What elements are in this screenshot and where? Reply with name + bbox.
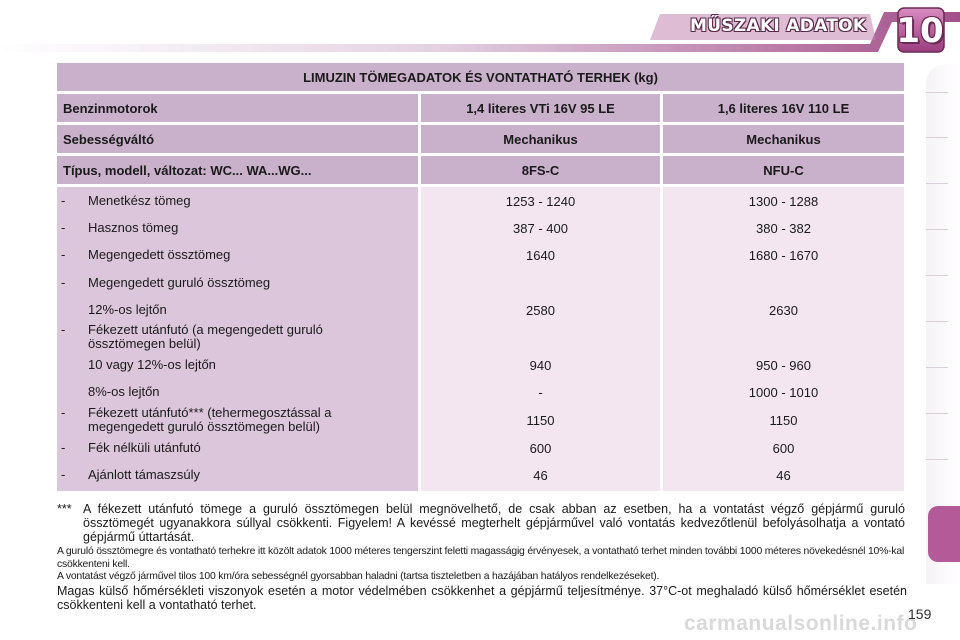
table-cell: 1150 — [526, 413, 555, 428]
chapter-title: MŰSZAKI ADATOK — [690, 16, 867, 36]
watermark: carmanualsonline.info — [684, 612, 918, 635]
altitude-note-text: A guruló össztömegre és vontatható terhekre itt közölt adatok 1000 méteres tengerszint feletti magasságig érvényesek, a vontatható terhet minden további 1000 méteres növekedésnél 10%-kal csökkenteni kell. — [57, 546, 905, 570]
table-cell: 380 - 382 — [756, 221, 811, 236]
table-cell: 940 — [529, 358, 552, 373]
table-cell: 387 - 400 — [513, 221, 568, 236]
table-cell: 46 — [533, 468, 548, 483]
footnote-text: A fékezett utánfutó tömege a guruló össztömegen belül megnövelhető, de csak abban az esetben, ha a vontatást végző gépjármű guruló össztömegét ugyanakkora súllyal csökkenti. Figyelem! A kevéssé megterhelt gépjárművel való vontatás kedvezőtlenül befolyásolhatja a vontató gépjármű úttartását. — [83, 502, 905, 544]
table-cell: 2580 — [526, 303, 555, 318]
engine-label: Benzinmotorok — [57, 94, 418, 122]
table-cell: 1000 - 1010 — [748, 385, 819, 400]
chapter-number: 10 — [896, 11, 944, 51]
page-number: 159 — [908, 606, 932, 622]
type-col1: 8FS-C — [421, 156, 660, 184]
active-chapter-tab[interactable] — [928, 506, 960, 562]
table-cell: 950 - 960 — [756, 358, 811, 373]
table-cell: - — [538, 385, 543, 400]
table-cell: 46 — [776, 468, 791, 483]
label-column: - Menetkész tömeg - Hasznos tömeg - Megengedett össztömeg - Megengedett guruló össztömeg 12%-os lejtőn - Fékezett utánfutó (a megengedett guruló össztömegen belül) 10 vagy 12%-os lejtőn 8%-os lejtőn - Fékezett utánfutó*** (tehermegosztással a megengedett guruló össztömegen belül) - Fék nélküli utánfutó - Ajánlott támaszsúly — [57, 187, 418, 491]
table-cell: 600 — [772, 441, 795, 456]
gearbox-label: Sebességváltó — [57, 125, 418, 153]
tab-divider — [926, 459, 948, 460]
gearbox-col2: Mechanikus — [663, 125, 904, 153]
table-cell: 600 — [529, 441, 552, 456]
tab-divider — [926, 137, 948, 138]
table-cell: 2630 — [769, 303, 798, 318]
table-header-row — [57, 156, 904, 184]
table-cell: 1300 - 1288 — [748, 194, 819, 209]
type-label: Típus, modell, változat: WC... WA...WG... — [57, 156, 418, 184]
speed-note-text: A vontatást végző járművel tilos 100 km/óra sebességnél gyorsabban haladni (tartsa tiszteletben a hazájában hatályos rendelkezéseket). — [57, 571, 660, 582]
table-header-row — [57, 125, 904, 153]
value-column-2 — [663, 187, 904, 491]
table-body — [57, 187, 904, 491]
gearbox-col1: Mechanikus — [421, 125, 660, 153]
table-header-row — [57, 94, 904, 122]
tab-divider — [926, 229, 948, 230]
value-column-1 — [421, 187, 660, 491]
mass-table — [57, 63, 904, 491]
table-cell: 1640 — [526, 248, 555, 263]
table-cell: 1680 - 1670 — [748, 248, 819, 263]
tab-divider — [926, 367, 948, 368]
altitude-note — [57, 546, 907, 584]
table-cell: 1253 - 1240 — [505, 194, 576, 209]
table-cell: 1150 — [769, 413, 798, 428]
table-title: LIMUZIN TÖMEGADATOK ÉS VONTATHATÓ TERHEK (kg) — [57, 63, 904, 91]
engine-col2: 1,6 literes 16V 110 LE — [663, 94, 904, 122]
tab-divider — [926, 183, 948, 184]
tab-divider — [926, 275, 948, 276]
type-col2: NFU-C — [663, 156, 904, 184]
engine-col1: 1,4 literes VTi 16V 95 LE — [421, 94, 660, 122]
tab-divider — [926, 413, 948, 414]
tab-divider — [926, 321, 948, 322]
tab-divider — [926, 92, 948, 93]
temperature-note: Magas külső hőmérsékleti viszonyok esetén a motor védelmében csökkenhet a gépjármű teljesítménye. 37°C-ot meghaladó külső hőmérséklet esetén csökkenteni kell a vontatható terhet. — [57, 584, 907, 612]
footnote-marker: *** — [57, 502, 72, 516]
